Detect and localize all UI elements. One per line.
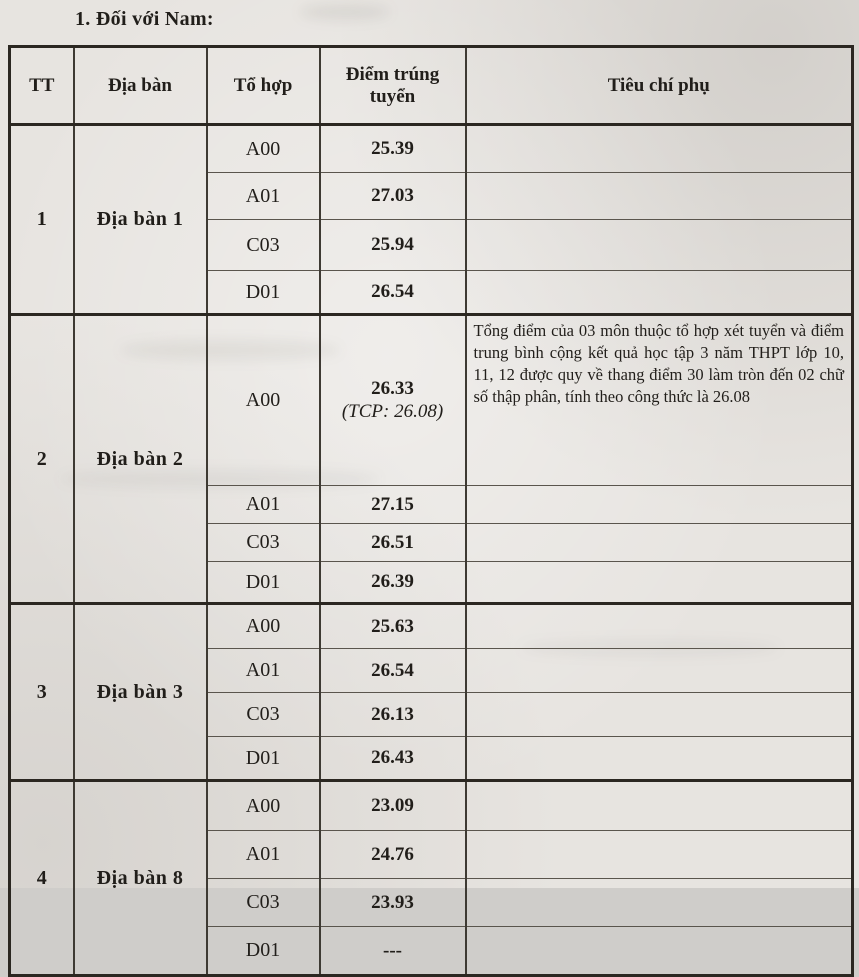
criteria-cell [466,604,853,649]
combo-cell: A01 [207,831,320,879]
combo-cell: C03 [207,220,320,271]
area-name: Địa bàn 8 [74,781,207,976]
table-row [10,125,853,173]
combo-cell: D01 [207,737,320,781]
score-cell: 25.63 [320,604,466,649]
score-cell: 23.93 [320,879,466,927]
score-cell: 23.09 [320,781,466,831]
combo-cell: C03 [207,524,320,562]
group-number: 1 [10,125,74,315]
combo-cell: A01 [207,649,320,693]
criteria-cell [466,927,853,976]
score-cell: 26.51 [320,524,466,562]
area-name: Địa bàn 3 [74,604,207,781]
score-cell: --- [320,927,466,976]
section-title: 1. Đối với Nam: [75,8,214,30]
combo-cell: A00 [207,604,320,649]
score-value: 26.33 [371,378,414,399]
col-header-criteria: Tiêu chí phụ [466,47,853,125]
criteria-cell [466,486,853,524]
score-cell: 27.15 [320,486,466,524]
score-cell: 27.03 [320,173,466,220]
col-header-combo: Tổ hợp [207,47,320,125]
combo-cell: A00 [207,125,320,173]
criteria-cell [466,220,853,271]
scan-artifact [300,4,390,20]
score-cell: 26.54 [320,649,466,693]
combo-cell: A01 [207,486,320,524]
group-number: 2 [10,315,74,604]
col-header-tt: TT [10,47,74,125]
combo-cell: C03 [207,879,320,927]
criteria-cell [466,831,853,879]
combo-cell: C03 [207,693,320,737]
criteria-cell [466,562,853,604]
score-cell: 25.94 [320,220,466,271]
criteria-cell [466,781,853,831]
criteria-cell [466,879,853,927]
score-cell: 26.13 [320,693,466,737]
col-header-area: Địa bàn [74,47,207,125]
criteria-cell [466,173,853,220]
col-header-score: Điểm trúng tuyển [320,47,466,125]
header-row [10,47,853,125]
criteria-cell [466,524,853,562]
score-cell: 25.39 [320,125,466,173]
table-row [10,604,853,649]
table-row [10,315,853,486]
table-row [10,781,853,831]
criteria-cell [466,649,853,693]
criteria-cell [466,693,853,737]
criteria-cell [466,125,853,173]
criteria-cell [466,271,853,315]
area-name: Địa bàn 2 [74,315,207,604]
area-name: Địa bàn 1 [74,125,207,315]
score-cell: 26.43 [320,737,466,781]
score-tcp-note: (TCP: 26.08) [341,401,444,422]
criteria-cell [466,737,853,781]
score-cell: 24.76 [320,831,466,879]
group-number: 3 [10,604,74,781]
combo-cell: A01 [207,173,320,220]
combo-cell: D01 [207,927,320,976]
combo-cell: A00 [207,781,320,831]
combo-cell: D01 [207,271,320,315]
combo-cell: A00 [207,315,320,486]
score-cell: 26.54 [320,271,466,315]
group-number: 4 [10,781,74,976]
score-cell [320,315,466,486]
criteria-cell: Tổng điểm của 03 môn thuộc tổ hợp xét tuyển và điểm trung bình cộng kết quả học tập 3 năm THPT lớp 10, 11, 12 được quy về thang điểm 30 làm tròn đến 02 chữ số thập phân, tính theo công thức là 26.08 [466,315,853,486]
combo-cell: D01 [207,562,320,604]
admission-scores-table [8,45,854,977]
score-cell: 26.39 [320,562,466,604]
